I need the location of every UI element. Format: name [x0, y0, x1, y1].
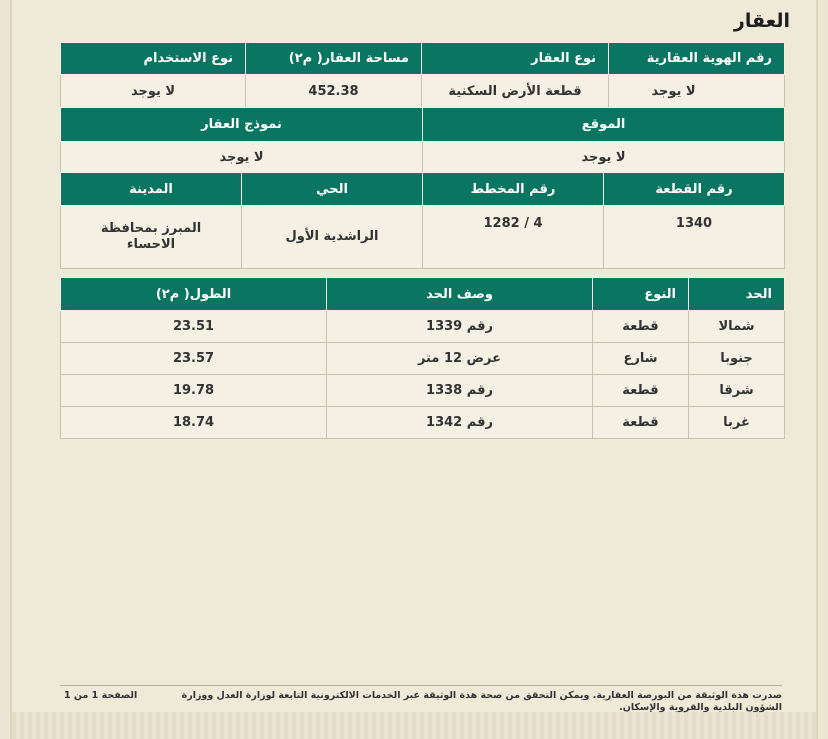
- header-boundary: الحد: [689, 278, 785, 311]
- boundary-length: 19.78: [61, 375, 327, 407]
- table-row: [61, 407, 785, 439]
- boundary-type: شارع: [593, 343, 689, 375]
- value-plan-number: 1282 / 4: [423, 206, 604, 269]
- boundary-type: قطعة: [593, 311, 689, 343]
- header-location: الموقع: [423, 108, 785, 142]
- page-bottom-band: [12, 712, 816, 739]
- header-property-model: نموذج العقار: [61, 108, 423, 142]
- value-city: المبرز بمحافظة الاحساء: [61, 206, 242, 269]
- header-type: النوع: [593, 278, 689, 311]
- table-row: [61, 311, 785, 343]
- header-property-id: رقم الهوية العقارية: [609, 43, 785, 75]
- boundary-side: غربا: [689, 407, 785, 439]
- value-property-area: 452.38: [246, 75, 422, 109]
- header-property-type: نوع العقار: [422, 43, 609, 75]
- boundary-description: رقم 1339: [327, 311, 593, 343]
- table-row: [61, 343, 785, 375]
- boundary-length: 23.51: [61, 311, 327, 343]
- property-info-table: [60, 42, 785, 109]
- header-city: المدينة: [61, 173, 242, 206]
- value-location: لا يوجد: [423, 142, 785, 174]
- header-parcel-number: رقم القطعة: [604, 173, 785, 206]
- boundaries-table: [60, 277, 785, 439]
- location-table: [60, 107, 785, 174]
- value-parcel-number: 1340: [604, 206, 785, 269]
- boundary-length: 18.74: [61, 407, 327, 439]
- value-district: الراشدية الأول: [242, 206, 423, 269]
- page-number: الصفحة 1 من 1: [64, 690, 138, 701]
- boundary-description: عرض 12 متر: [327, 343, 593, 375]
- boundary-type: قطعة: [593, 407, 689, 439]
- section-title: العقار: [733, 10, 790, 32]
- footer-divider: [60, 685, 782, 686]
- boundary-description: رقم 1342: [327, 407, 593, 439]
- value-property-id: لا يوجد: [609, 75, 785, 109]
- header-usage-type: نوع الاستخدام: [61, 43, 246, 75]
- header-length: الطول( م٢): [61, 278, 327, 311]
- value-usage-type: لا يوجد: [61, 75, 246, 109]
- boundary-side: شرقا: [689, 375, 785, 407]
- header-property-area: مساحة العقار( م٢): [246, 43, 422, 75]
- header-district: الحي: [242, 173, 423, 206]
- header-plan-number: رقم المخطط: [423, 173, 604, 206]
- parcel-table: [60, 172, 785, 269]
- table-row: [61, 375, 785, 407]
- boundary-type: قطعة: [593, 375, 689, 407]
- boundary-side: شمالا: [689, 311, 785, 343]
- boundary-description: رقم 1338: [327, 375, 593, 407]
- boundary-side: جنوبا: [689, 343, 785, 375]
- header-boundary-description: وصف الحد: [327, 278, 593, 311]
- value-property-model: لا يوجد: [61, 142, 423, 174]
- value-property-type: قطعة الأرض السكنية: [422, 75, 609, 109]
- boundary-length: 23.57: [61, 343, 327, 375]
- footer-note: صدرت هذة الوثيقة من البورصة العقارية. ويمكن التحقق من صحة هذة الوثيقة عبر الخدمات الالكترونية التابعة لوزارة العدل ووزارة الشؤون البلدية والقروية والإسكان.: [181, 690, 782, 713]
